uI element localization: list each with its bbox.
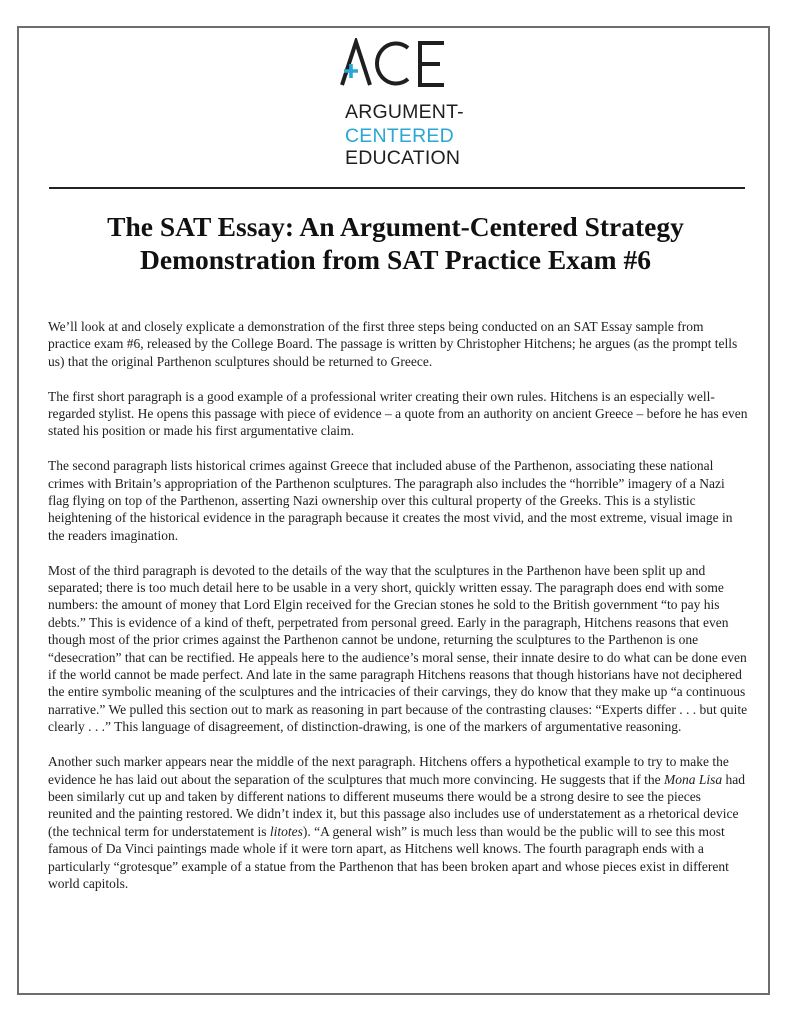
ace-logo-mark xyxy=(336,38,456,88)
paragraph-text: Most of the third paragraph is devoted to the details of the way that the sculptures in the Parthenon have been split up and separated; there is too much detail here to be usable in a very short, quickly written essay. The paragraph does end with some numbers: the amount of money that Lord Elgin received for the Grecian stones he sold to the British government “to pay his debts.” This is evidence of a kind of theft, perpetrated from personal greed. Early in the paragraph, Hitchens reasons that even though most of the prior crimes against the Parthenon cannot be undone, returning the sculptures to the Parthenon is one “desecration” that can be rectified. He appeals here to the audience’s moral sense, their innate desire to do what can be done even if the world cannot be made perfect. And late in the same paragraph Hitchens reasons that though historians have not deciphered the entire symbolic meaning of the sculptures and the intricacies of their carvings, they do know that they make up “a continuous narrative.” We pulled this section out to mark as reasoning in part because of the contrasting clauses: “Experts differ . . . but quite clearly . . .” This language of disagreement, of distinction-drawing, is one of the markers of argumentative reasoning. xyxy=(48,562,748,735)
paragraph-text: Another such marker appears near the middle of the next paragraph. Hitchens offers a hypothetical example to try to make the evidence he has laid out about the separation of the sculptures that much more convincing. He suggests that if the xyxy=(48,754,729,787)
body-paragraph xyxy=(48,388,748,440)
paragraph-text: The second paragraph lists historical crimes against Greece that included abuse of the Parthenon, associating these national crimes with Britain’s appropriation of the Parthenon sculptures. The paragraph also includes the “horrible” imagery of a Nazi flag flying on top of the Parthenon, asserting Nazi ownership over this cultural property of the Greeks. This is a stylistic heightening of the historical evidence in the paragraph because it creates the most vivid, and the most extreme, visual image in the readers imagination. xyxy=(48,458,733,543)
paragraph-text: ). “A general wish” is much less than would be the public will to see this most famous of Da Vinci paintings made whole if it were torn apart, as Hitchens well knows. The fourth paragraph ends with a particularly “grotesque” example of a statue from the Parthenon that has been broken apart and whose pieces exist in different world capitols. xyxy=(48,823,729,891)
body-paragraph xyxy=(48,562,748,736)
logo-line-argument: ARGUMENT- xyxy=(345,101,464,123)
logo-line-education: EDUCATION xyxy=(345,147,461,169)
paragraph-text: had been similarly cut up and taken by different nations to different museums there would be a strong desire to see the pieces reunited and the painting restored. We didn’t index it, but this passage also includes use of understatement as a rhetorical device (the technical term for understatement is xyxy=(48,771,745,839)
body-paragraph xyxy=(48,753,748,892)
header-divider xyxy=(49,187,745,189)
body-paragraph xyxy=(48,457,748,544)
document-title: The SAT Essay: An Argument-Centered Strategy Demonstration from SAT Practice Exam #6 xyxy=(107,211,684,275)
italic-term: Mona Lisa xyxy=(663,771,723,787)
paragraph-text: We’ll look at and closely explicate a demonstration of the first three steps being conducted on an SAT Essay sample from practice exam #6, released by the College Board. The passage is written by Christopher Hitchens; he argues (as the prompt tells us) that the original Parthenon sculptures should be returned to Greece. xyxy=(48,319,738,369)
body-paragraph xyxy=(48,318,748,370)
ace-logo xyxy=(0,38,791,178)
document-body xyxy=(48,318,748,910)
logo-line-centered: CENTERED xyxy=(345,125,454,147)
italic-term: litotes xyxy=(269,823,303,839)
paragraph-text: The first short paragraph is a good example of a professional writer creating their own rules. Hitchens is an especially well-regarded stylist. He opens this passage with piece of evidence – a quote from an authority on ancient Greece – before he has even stated his position or made his first argumentative claim. xyxy=(48,388,748,439)
